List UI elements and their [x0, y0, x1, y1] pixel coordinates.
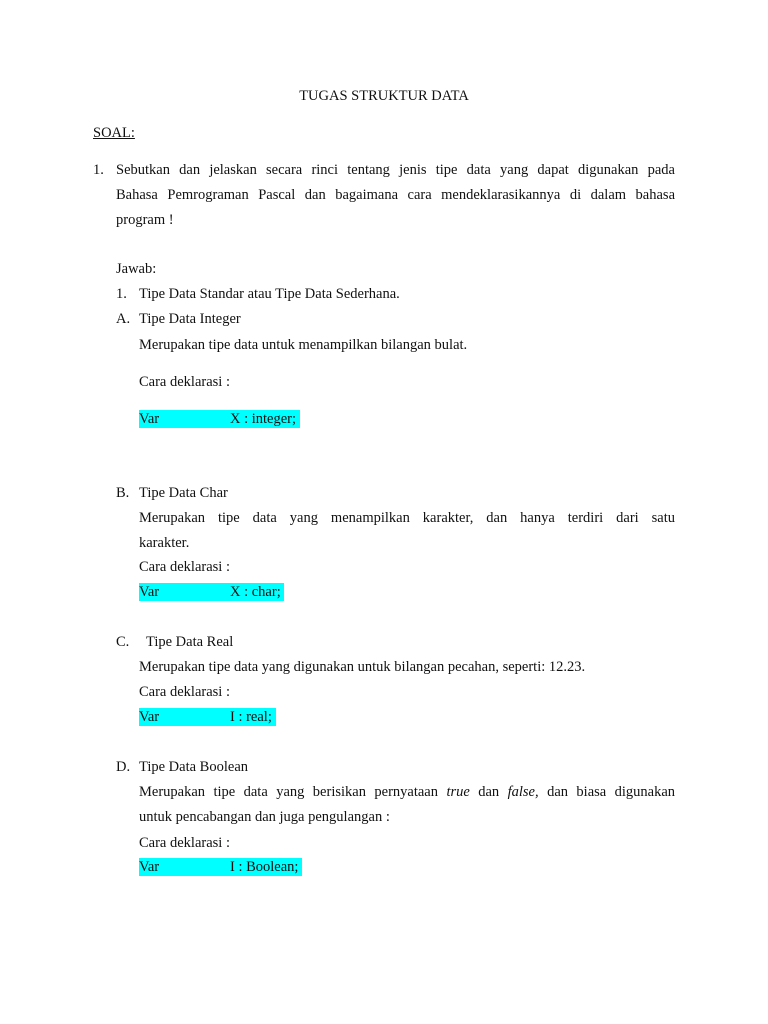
section-c-description: Merupakan tipe data yang digunakan untuk bilangan pecahan, seperti: 12.23.	[139, 659, 586, 675]
question-line-3: program !	[116, 212, 174, 228]
section-d-code	[139, 858, 302, 876]
section-a-description: Merupakan tipe data untuk menampilkan bilangan bulat.	[139, 337, 468, 353]
section-d-decl-label: Cara deklarasi :	[139, 835, 230, 851]
section-d-desc-post: dan biasa digunakan	[547, 784, 676, 800]
section-d-desc-true: true	[446, 784, 470, 800]
section-a-code-declaration: X : integer;	[230, 411, 297, 427]
section-b-letter: B.	[116, 485, 130, 501]
section-d-letter: D.	[116, 759, 131, 775]
section-c-letter: C.	[116, 634, 130, 650]
section-c-decl-label: Cara deklarasi :	[139, 684, 230, 700]
section-a-decl-label: Cara deklarasi :	[139, 374, 230, 390]
section-a-title: Tipe Data Integer	[139, 311, 241, 327]
section-c-code-declaration: I : real;	[230, 709, 272, 725]
section-c-title: Tipe Data Real	[146, 634, 234, 650]
soal-heading: SOAL:	[93, 125, 135, 141]
section-b-code	[139, 583, 284, 601]
section-b-code-keyword: Var	[139, 584, 160, 600]
section-b-code-declaration: X : char;	[230, 584, 281, 600]
section-d-title: Tipe Data Boolean	[139, 759, 249, 775]
question-number: 1.	[93, 162, 104, 178]
answer-item-number: 1.	[116, 286, 127, 302]
section-a-code	[139, 410, 300, 428]
section-c-code-keyword: Var	[139, 709, 160, 725]
section-d-code-declaration: I : Boolean;	[230, 859, 299, 875]
section-a-letter: A.	[116, 311, 131, 327]
section-b-title: Tipe Data Char	[139, 485, 228, 501]
section-d-desc-false: false,	[507, 784, 539, 800]
answer-item-title: Tipe Data Standar atau Tipe Data Sederhana.	[139, 286, 400, 302]
section-d-desc-and: dan	[478, 784, 500, 800]
question-line-2: Bahasa Pemrograman Pascal dan bagaimana cara mendeklarasikannya di dalam bahasa	[116, 187, 675, 203]
section-a-code-keyword: Var	[139, 411, 160, 427]
answer-label: Jawab:	[116, 261, 157, 277]
section-d-description-line-1	[139, 783, 675, 801]
section-c-code	[139, 708, 276, 726]
section-b-description-line-2: karakter.	[139, 535, 190, 551]
section-d-desc-pre: Merupakan tipe data yang berisikan pernyataan	[139, 784, 438, 800]
section-b-decl-label: Cara deklarasi :	[139, 559, 230, 575]
section-d-code-keyword: Var	[139, 859, 160, 875]
question-line-1: Sebutkan dan jelaskan secara rinci tentang jenis tipe data yang dapat digunakan pada	[116, 162, 675, 178]
section-d-description-line-2: untuk pencabangan dan juga pengulangan :	[139, 809, 390, 825]
section-b-description-line-1: Merupakan tipe data yang menampilkan karakter, dan hanya terdiri dari satu	[139, 510, 675, 526]
document-title: TUGAS STRUKTUR DATA	[299, 88, 469, 104]
